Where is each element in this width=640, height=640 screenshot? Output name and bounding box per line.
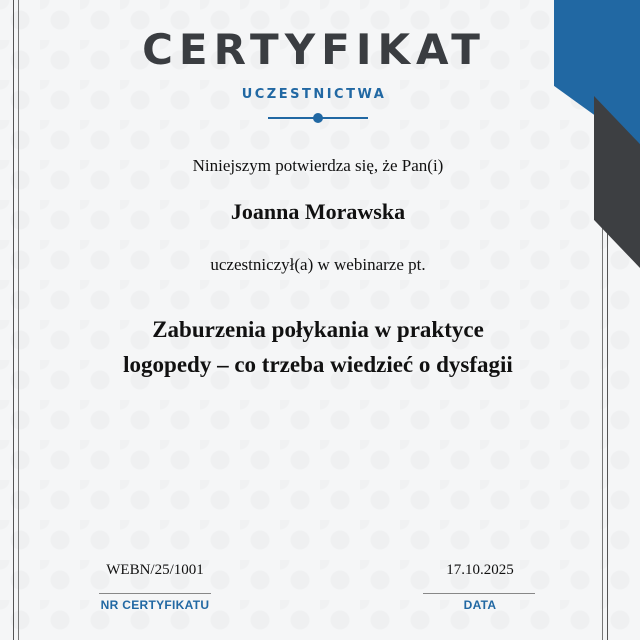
certificate-number-label: NR CERTYFIKATU <box>100 598 210 612</box>
participant-name: Joanna Morawska <box>230 199 406 224</box>
webinar-topic-line-2: logopedy – co trzeba wiedzieć o dysfagii <box>123 352 513 377</box>
intro-text: Niniejszym potwierdza się, że Pan(i) <box>192 156 444 175</box>
certificate-date: 17.10.2025 <box>446 562 514 578</box>
date-line <box>423 593 535 594</box>
webinar-topic-line-1: Zaburzenia połykania w praktyce <box>152 317 484 342</box>
certificate-subtitle: UCZESTNICTWA <box>241 87 387 102</box>
participation-text: uczestniczył(a) w webinarze pt. <box>210 255 426 274</box>
title-divider-dot <box>313 113 323 123</box>
certificate-number-line <box>99 593 211 594</box>
webinar-topic <box>0 312 636 382</box>
certificate-number: WEBN/25/1001 <box>106 562 204 578</box>
date-label: DATA <box>463 598 497 612</box>
certificate-title: CERTYFIKAT <box>142 25 486 74</box>
